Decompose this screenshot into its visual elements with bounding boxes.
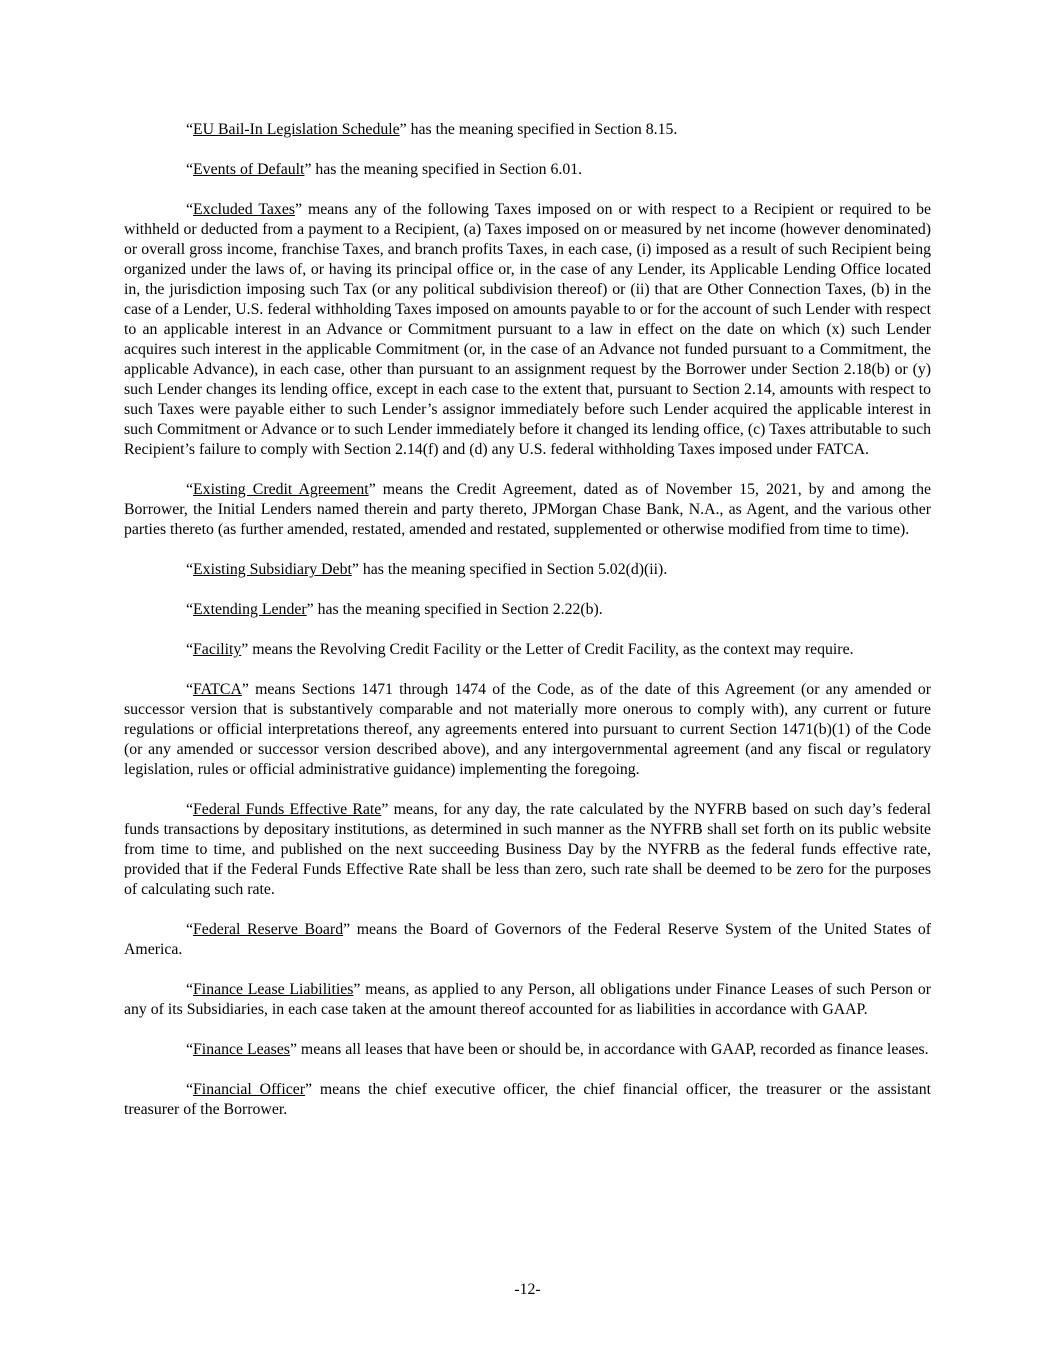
document-body [124, 120, 931, 1140]
defined-term: FATCA [193, 681, 242, 698]
defined-term: Finance Lease Liabilities [193, 981, 354, 998]
definition-text: ” means the Board of Governors of the Federal Reserve System of the United States of America. [124, 921, 932, 958]
definition-text: ” means the Revolving Credit Facility or the Letter of Credit Facility, as the context may require. [241, 641, 854, 658]
definition-text: ” means, for any day, the rate calculated by the NYFRB based on such day’s federal funds transactions by depositary institutions, as determined in such manner as the NYFRB shall set forth on its public website from time to time, and published on the next succeeding Business Day by the NYFRB as the federal funds effective rate, provided that if the Federal Funds Effective Rate shall be less than zero, such rate shall be deemed to be zero for the purposes of calculating such rate. [124, 801, 932, 898]
open-quote: “ [186, 801, 194, 818]
definition-paragraph-excluded-taxes [124, 200, 931, 460]
definition-paragraph-eu-bail-in-legislation-schedule [124, 120, 931, 140]
defined-term: Existing Credit Agreement [193, 481, 369, 498]
open-quote: “ [186, 681, 194, 698]
definition-paragraph-fatca [124, 680, 931, 780]
definition-paragraph-finance-lease-liabilities [124, 980, 931, 1020]
definition-text: ” means any of the following Taxes imposed on or with respect to a Recipient or required to be withheld or deducted from a payment to a Recipient, (a) Taxes imposed on or measured by net income (however denominated) or overall gross income, franchise Taxes, and branch profits Taxes, in each case, (i) imposed as a result of such Recipient being organized under the laws of, or having its principal office or, in the case of any Lender, its Applicable Lending Office located in, the jurisdiction imposing such Tax (or any political subdivision thereof) or (ii) that are Other Connection Taxes, (b) in the case of a Lender, U.S. federal withholding Taxes imposed on amounts payable to or for the account of such Lender with respect to an applicable interest in an Advance or Commitment pursuant to a law in effect on the date on which (x) such Lender acquires such interest in the applicable Commitment (or, in the case of an Advance not funded pursuant to a Commitment, the applicable Advance), in each case, other than pursuant to an assignment request by the Borrower under Section 2.18(b) or (y) such Lender changes its lending office, except in each case to the extent that, pursuant to Section 2.14, amounts with respect to such Taxes were payable either to such Lender’s assignor immediately before such Lender acquired the applicable interest in such Commitment or Advance or to such Lender immediately before it changed its lending office, (c) Taxes attributable to such Recipient’s failure to comply with Section 2.14(f) and (d) any U.S. federal withholding Taxes imposed under FATCA. [124, 201, 931, 458]
defined-term: Events of Default [193, 161, 305, 178]
definition-paragraph-events-of-default [124, 160, 931, 180]
defined-term: Extending Lender [193, 601, 307, 618]
open-quote: “ [186, 1041, 194, 1058]
open-quote: “ [186, 201, 194, 218]
definition-paragraph-existing-subsidiary-debt [124, 560, 931, 580]
open-quote: “ [186, 481, 194, 498]
defined-term: Federal Reserve Board [193, 921, 344, 938]
defined-term: Finance Leases [193, 1041, 290, 1058]
definition-text: ” means the chief executive officer, the chief financial officer, the treasurer or the assistant treasurer of the Borrower. [124, 1081, 931, 1118]
definition-paragraph-financial-officer [124, 1080, 931, 1120]
defined-term: EU Bail-In Legislation Schedule [193, 121, 400, 138]
defined-term: Federal Funds Effective Rate [193, 801, 382, 818]
definition-text: ” has the meaning specified in Section 8.15. [399, 121, 678, 138]
defined-term: Financial Officer [193, 1081, 305, 1098]
definition-text: ” has the meaning specified in Section 6.01. [304, 161, 583, 178]
open-quote: “ [186, 1081, 194, 1098]
definition-text: ” has the meaning specified in Section 5.02(d)(ii). [351, 561, 668, 578]
definition-paragraph-existing-credit-agreement [124, 480, 931, 540]
definition-text: ” means, as applied to any Person, all obligations under Finance Leases of such Person or any of its Subsidiaries, in each case taken at the amount thereof accounted for as liabilities in accordance with GAAP. [124, 981, 931, 1018]
definition-text: ” means Sections 1471 through 1474 of the Code, as of the date of this Agreement (or any amended or successor version that is substantively comparable and not materially more onerous to comply with), any current or future regulations or official interpretations thereof, any agreements entered into pursuant to current Section 1471(b)(1) of the Code (or any amended or successor version described above), and any intergovernmental agreement (and any fiscal or regulatory legislation, rules or official administrative guidance) implementing the foregoing. [124, 681, 931, 778]
open-quote: “ [186, 601, 194, 618]
page-number: -12- [514, 1281, 541, 1298]
open-quote: “ [186, 981, 194, 998]
definition-text: ” means all leases that have been or should be, in accordance with GAAP, recorded as finance leases. [289, 1041, 929, 1058]
definition-paragraph-facility [124, 640, 931, 660]
definition-text: ” has the meaning specified in Section 2.22(b). [306, 601, 603, 618]
open-quote: “ [186, 641, 194, 658]
definition-paragraph-finance-leases [124, 1040, 931, 1060]
open-quote: “ [186, 921, 194, 938]
open-quote: “ [186, 121, 194, 138]
definition-paragraph-extending-lender [124, 600, 931, 620]
definition-text: ” means the Credit Agreement, dated as of November 15, 2021, by and among the Borrower, the Initial Lenders named therein and party thereto, JPMorgan Chase Bank, N.A., as Agent, and the various other parties thereto (as further amended, restated, amended and restated, supplemented or otherwise modified from time to time). [124, 481, 931, 538]
defined-term: Existing Subsidiary Debt [193, 561, 352, 578]
definition-paragraph-federal-reserve-board [124, 920, 931, 960]
defined-term: Facility [193, 641, 242, 658]
open-quote: “ [186, 161, 194, 178]
open-quote: “ [186, 561, 194, 578]
definition-paragraph-federal-funds-effective-rate [124, 800, 931, 900]
defined-term: Excluded Taxes [193, 201, 295, 218]
